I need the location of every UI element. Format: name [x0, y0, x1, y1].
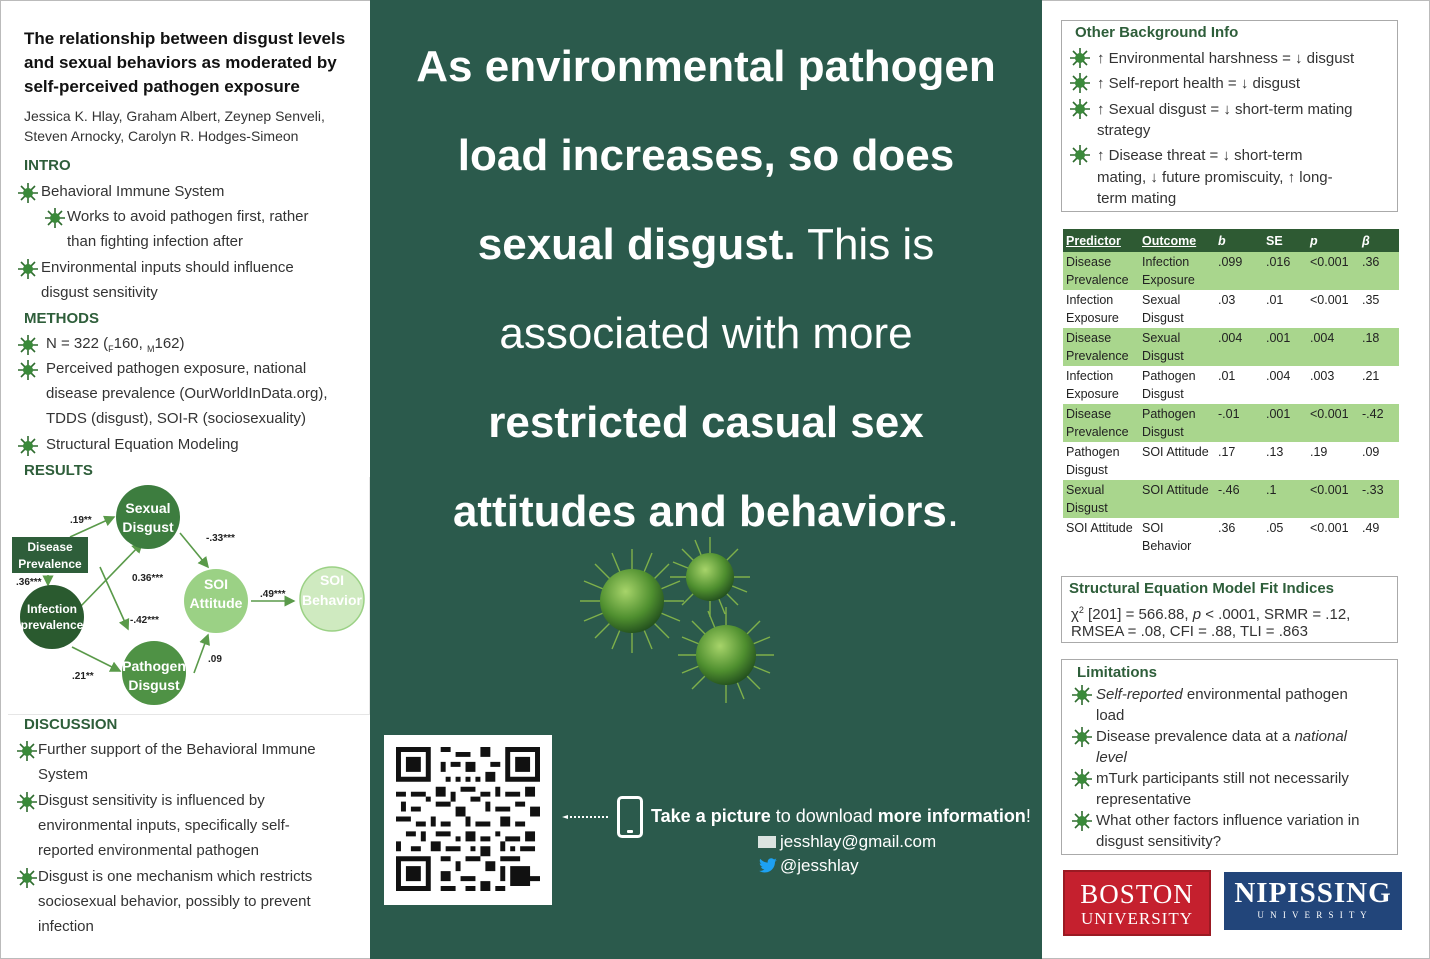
- virus-bullet-icon: [45, 208, 65, 228]
- limitation-item: load: [1096, 707, 1125, 724]
- path-coefficient: .49***: [260, 589, 286, 600]
- authors: Jessica K. Hlay, Graham Albert, Zeynep Senveli, Steven Arnocky, Carolyn R. Hodges-Simeon: [24, 108, 325, 144]
- discussion-item: sociosexual behavior, possibly to prevent: [38, 893, 311, 910]
- background-item: ↑ Self-report health = ↓ disgust: [1097, 75, 1301, 92]
- table-header: p: [1307, 229, 1359, 252]
- virus-bullet-icon: [17, 741, 37, 761]
- left-column: [0, 0, 370, 959]
- fit-indices-line: RMSEA = .08, CFI = .88, TLI = .863: [1071, 623, 1308, 640]
- virus-illustration: [570, 535, 830, 715]
- virus-bullet-icon: [18, 259, 38, 279]
- limitation-item: What other factors influence variation in: [1096, 812, 1360, 829]
- node-label: prevalence: [20, 618, 84, 632]
- node-label: Disgust: [128, 677, 180, 693]
- methods-item: Perceived pathogen exposure, national: [46, 360, 307, 377]
- fit-indices-title: Structural Equation Model Fit Indices: [1069, 580, 1335, 597]
- virus-bullet-icon: [1072, 727, 1092, 747]
- virus-particle: [686, 553, 734, 601]
- table-header: Predictor: [1063, 229, 1139, 252]
- results-heading: RESULTS: [24, 462, 93, 479]
- path-arrow: [194, 635, 208, 673]
- email-link[interactable]: jesshlay@gmail.com: [758, 830, 936, 854]
- key-finding-headline: As environmental pathogen load increases, so does sexual disgust. This is associated with more restricted casual sex attitudes and behaviors.: [416, 42, 996, 536]
- table-header: β: [1359, 229, 1399, 252]
- limitation-item: level: [1096, 749, 1127, 766]
- virus-particle: [696, 625, 756, 685]
- node-label: SOI: [319, 572, 345, 588]
- virus-bullet-icon: [17, 868, 37, 888]
- limitation-item: Disease prevalence data at a national: [1096, 728, 1348, 745]
- node-label: Prevalence: [18, 557, 82, 571]
- virus-bullet-icon: [18, 360, 38, 380]
- table-row: Pathogen Disgust SOI Attitude .17 .13 .19 .09: [1066, 445, 1380, 477]
- intro-item: Behavioral Immune System: [41, 183, 225, 200]
- methods-heading: METHODS: [24, 310, 99, 327]
- node-sexual-disgust: [116, 485, 180, 549]
- table-row: Sexual Disgust SOI Attitude -.46 .1 <0.001 -.33: [1063, 480, 1399, 518]
- node-infection-prevalence: [20, 585, 84, 649]
- virus-bullet-icon: [18, 436, 38, 456]
- table-row: Disease Prevalence Pathogen Disgust -.01 .001 <0.001 -.42: [1063, 404, 1399, 442]
- path-coefficient: 0.36***: [132, 573, 164, 584]
- node-label: Disease: [27, 540, 73, 554]
- node-label: Disgust: [122, 519, 174, 535]
- path-arrow: [180, 533, 208, 567]
- virus-bullet-icon: [1070, 48, 1090, 68]
- path-arrow: [72, 647, 120, 671]
- node-label: Behavior: [302, 592, 362, 608]
- node-label: Pathogen: [122, 658, 186, 674]
- fit-indices-line: $\chi^2$ [201] = 566.88, p < .0001, SRMR = .12,: [1071, 605, 1351, 623]
- node-label: Infection: [27, 602, 77, 616]
- path-coefficient: .19**: [70, 515, 92, 526]
- table-header-row: [1063, 229, 1399, 252]
- table-header: SE: [1263, 229, 1307, 252]
- envelope-icon: [758, 836, 776, 848]
- contact-info: [758, 830, 936, 878]
- limitation-item: representative: [1096, 791, 1192, 808]
- smartphone-icon: [617, 796, 643, 838]
- virus-bullet-icon: [1072, 685, 1092, 705]
- background-info-title: Other Background Info: [1075, 24, 1239, 41]
- virus-bullet-icon: [1070, 99, 1090, 119]
- intro-item: disgust sensitivity: [41, 284, 158, 301]
- table-row: SOI Attitude SOI Behavior .36 .05 <0.001 .49: [1066, 521, 1380, 553]
- poster-title: The relationship between disgust levels and sexual behaviors as moderated by self-perceived pathogen exposure: [24, 29, 346, 96]
- discussion-item: System: [38, 766, 89, 783]
- path-coefficient: -.42***: [130, 615, 159, 626]
- virus-particle: [600, 569, 664, 633]
- background-item: strategy: [1097, 122, 1151, 139]
- table-row: Disease Prevalence Infection Exposure .099 .016 <0.001 .36: [1063, 252, 1399, 290]
- table-row: Disease Prevalence Sexual Disgust .004 .001 .004 .18: [1063, 328, 1399, 366]
- node-label: Sexual: [125, 500, 171, 516]
- virus-bullet-icon: [1072, 769, 1092, 789]
- methods-item: disease prevalence (OurWorldInData.org),: [46, 385, 328, 402]
- methods-item: TDDS (disgust), SOI-R (sociosexuality): [46, 410, 307, 427]
- intro-item: Environmental inputs should influence: [41, 259, 294, 276]
- background-item: mating, ↓ future promiscuity, ↑ long-: [1097, 169, 1333, 186]
- results-table: [1063, 229, 1399, 556]
- virus-bullet-icon: [18, 335, 38, 355]
- path-coefficient: .36***: [16, 577, 42, 588]
- qr-call-to-action: Take a picture to download more information!: [651, 806, 1031, 826]
- table-row: Infection Exposure Pathogen Disgust .01 .004 .003 .21: [1066, 369, 1380, 401]
- path-coefficient: .09: [208, 654, 222, 665]
- path-coefficient: .21**: [72, 671, 94, 682]
- boston-university-logo: BOSTON UNIVERSITY: [1063, 870, 1211, 936]
- background-item: ↑ Environmental harshness = ↓ disgust: [1097, 50, 1355, 67]
- twitter-link[interactable]: @jesshlay: [758, 854, 936, 878]
- virus-bullet-icon: [1070, 73, 1090, 93]
- limitation-item: mTurk participants still not necessarily: [1096, 770, 1349, 787]
- virus-bullet-icon: [17, 792, 37, 812]
- background-item: term mating: [1097, 190, 1177, 207]
- table-row: Infection Exposure Sexual Disgust .03 .01 <0.001 .35: [1066, 293, 1380, 325]
- intro-item: Works to avoid pathogen first, rather: [67, 208, 309, 225]
- sem-path-diagram: [8, 477, 370, 715]
- background-item: ↑ Disease threat = ↓ short-term: [1097, 147, 1303, 164]
- background-item: ↑ Sexual disgust = ↓ short-term mating: [1097, 101, 1353, 118]
- path-arrow: [100, 567, 128, 629]
- methods-item: Structural Equation Modeling: [46, 436, 239, 453]
- twitter-bird-icon: [758, 858, 778, 874]
- qr-code[interactable]: [384, 735, 552, 905]
- path-coefficient: -.33***: [206, 533, 235, 544]
- virus-bullet-icon: [1072, 811, 1092, 831]
- discussion-item: Disgust sensitivity is influenced by: [38, 792, 265, 809]
- discussion-item: Further support of the Behavioral Immune: [38, 741, 316, 758]
- discussion-item: infection: [38, 918, 94, 935]
- limitation-item: Self-reported environmental pathogen: [1096, 686, 1348, 703]
- intro-item: than fighting infection after: [67, 233, 243, 250]
- discussion-item: reported environmental pathogen: [38, 842, 259, 859]
- limitation-item: disgust sensitivity?: [1096, 833, 1222, 850]
- dotted-arrow-icon: [562, 815, 610, 819]
- node-label: Attitude: [189, 595, 243, 611]
- table-header: b: [1215, 229, 1263, 252]
- discussion-item: Disgust is one mechanism which restricts: [38, 868, 313, 885]
- limitations-title: Limitations: [1077, 664, 1158, 681]
- center-panel: [370, 0, 1042, 959]
- table-header: Outcome: [1139, 229, 1215, 252]
- methods-n: N = 322 ($_F160$, $_M$162): [46, 335, 185, 354]
- discussion-item: environmental inputs, specifically self-: [38, 817, 290, 834]
- nipissing-university-logo: NIPISSING U N I V E R S I T Y: [1224, 872, 1402, 930]
- discussion-heading: DISCUSSION: [24, 716, 118, 733]
- virus-bullet-icon: [18, 183, 38, 203]
- intro-heading: INTRO: [24, 157, 71, 174]
- node-label: SOI: [203, 576, 229, 592]
- virus-bullet-icon: [1070, 145, 1090, 165]
